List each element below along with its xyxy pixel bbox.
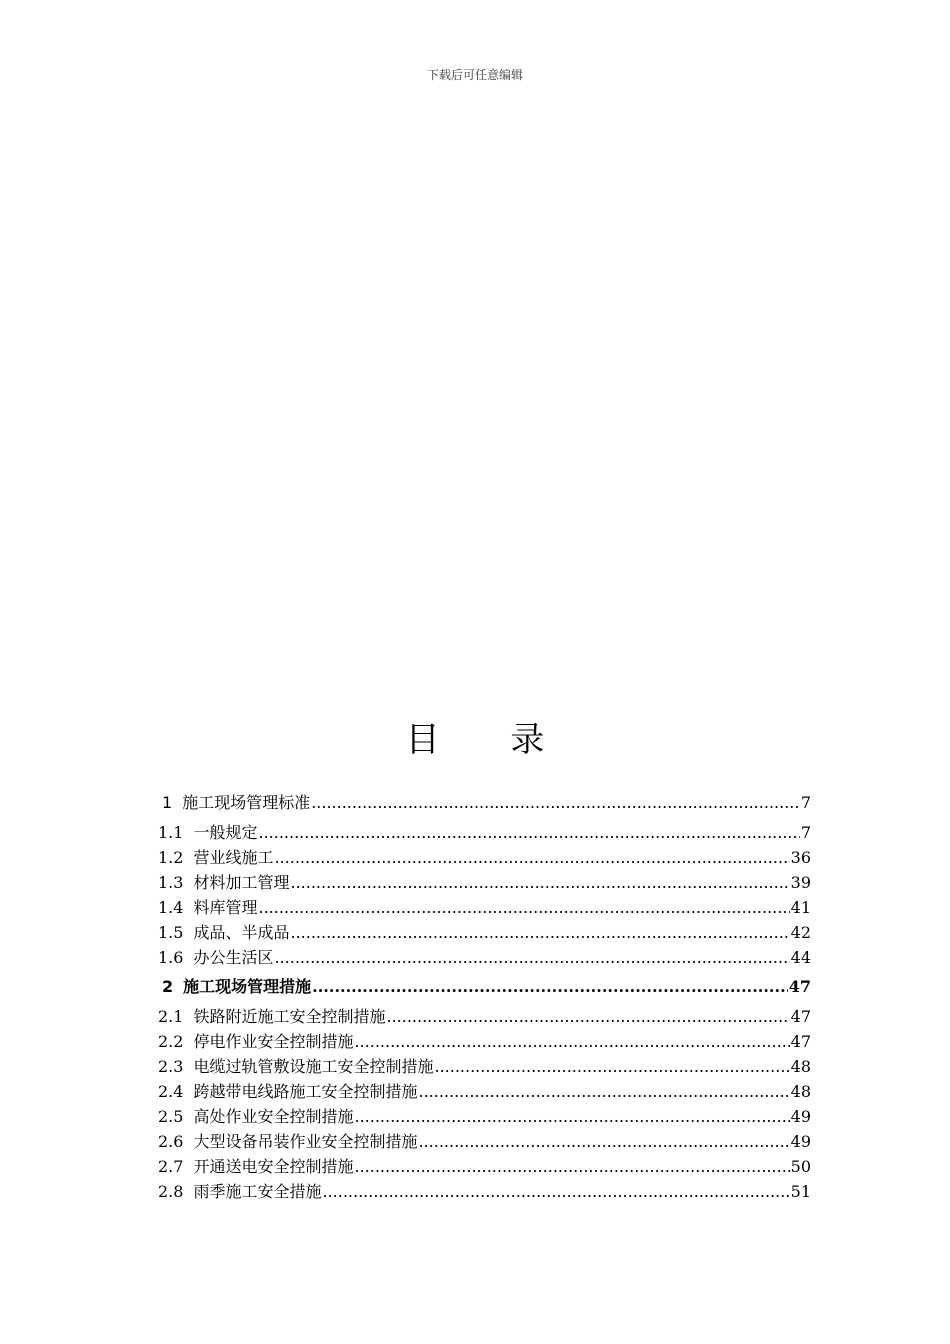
toc-entry-page: 36 (790, 848, 811, 867)
toc-entry-number: 2 (162, 977, 174, 996)
toc-dot-leader (274, 945, 789, 970)
toc-entry-number: 2.2 (158, 1032, 184, 1051)
toc-entry-page: 49 (790, 1107, 811, 1126)
toc-entry-page: 47 (788, 977, 811, 996)
toc-dot-leader (311, 790, 800, 815)
header-note: 下载后可任意编辑 (426, 68, 523, 82)
toc-section-entry[interactable] (158, 1004, 811, 1029)
toc-dot-leader (274, 845, 789, 870)
toc-chapter-entry[interactable] (158, 790, 811, 815)
toc-entry-page: 48 (790, 1082, 811, 1101)
toc-entry-label: 开通送电安全控制措施 (193, 1157, 354, 1176)
toc-entry-number: 2.4 (158, 1082, 184, 1101)
toc-dot-leader (418, 1129, 789, 1154)
toc-entry-number: 1.1 (158, 823, 184, 842)
toc-entry-label: 施工现场管理措施 (183, 977, 312, 996)
toc-entry-number: 1.2 (158, 848, 184, 867)
toc-entry-number: 2.1 (158, 1007, 184, 1026)
toc-title: 目 录 (405, 720, 575, 760)
toc-entry-page: 49 (790, 1132, 811, 1151)
toc-dot-leader (258, 895, 789, 920)
toc-entry-page: 44 (790, 948, 811, 967)
toc-entry-label: 电缆过轨管敷设施工安全控制措施 (193, 1057, 434, 1076)
toc-dot-leader (386, 1004, 789, 1029)
toc-chapter-entry[interactable] (158, 974, 811, 999)
toc-section-entry[interactable] (158, 1129, 811, 1154)
toc-section-entry[interactable] (158, 820, 811, 845)
toc-entry-label: 铁路附近施工安全控制措施 (193, 1007, 386, 1026)
toc-section-entry[interactable] (158, 1029, 811, 1054)
toc-entry-number: 2.8 (158, 1182, 184, 1201)
toc-entry-number: 2.7 (158, 1157, 184, 1176)
toc-entry-label: 施工现场管理标准 (182, 793, 311, 812)
toc-entry-label: 雨季施工安全措施 (193, 1182, 322, 1201)
toc-section-entry[interactable] (158, 1154, 811, 1179)
toc-section-entry[interactable] (158, 920, 811, 945)
toc-dot-leader (290, 920, 789, 945)
toc-entry-number: 2.5 (158, 1107, 184, 1126)
toc-entry-page: 42 (790, 923, 811, 942)
toc-entry-page: 51 (790, 1182, 811, 1201)
toc-entry-number: 1.4 (158, 898, 184, 917)
toc-entry-label: 跨越带电线路施工安全控制措施 (193, 1082, 418, 1101)
toc-section-entry[interactable] (158, 1054, 811, 1079)
toc-entry-label: 一般规定 (193, 823, 258, 842)
toc-entry-page: 48 (790, 1057, 811, 1076)
toc-section-entry[interactable] (158, 1104, 811, 1129)
toc-entry-label: 高处作业安全控制措施 (193, 1107, 354, 1126)
toc-dot-leader (434, 1054, 789, 1079)
toc-dot-leader (354, 1154, 789, 1179)
toc-entry-page: 41 (790, 898, 811, 917)
toc-entry-label: 材料加工管理 (193, 873, 290, 892)
toc-section-entry[interactable] (158, 895, 811, 920)
toc-entry-page: 47 (790, 1032, 811, 1051)
toc-entry-number: 1 (162, 793, 173, 812)
toc-entry-number: 2.3 (158, 1057, 184, 1076)
toc-dot-leader (312, 974, 788, 999)
toc-entry-page: 7 (800, 793, 811, 812)
toc-section-entry[interactable] (158, 845, 811, 870)
toc-section-entry[interactable] (158, 1179, 811, 1204)
toc-entry-page: 39 (790, 873, 811, 892)
toc-entry-label: 成品、半成品 (193, 923, 290, 942)
toc-entry-label: 大型设备吊装作业安全控制措施 (193, 1132, 418, 1151)
toc-entry-number: 1.3 (158, 873, 184, 892)
toc-dot-leader (258, 820, 799, 845)
toc-entry-page: 47 (790, 1007, 811, 1026)
toc-dot-leader (354, 1104, 789, 1129)
table-of-contents (158, 790, 811, 1204)
toc-entry-number: 1.5 (158, 923, 184, 942)
toc-entry-label: 料库管理 (193, 898, 258, 917)
toc-dot-leader (290, 870, 789, 895)
toc-entry-label: 停电作业安全控制措施 (193, 1032, 354, 1051)
toc-entry-page: 7 (800, 823, 811, 842)
toc-entry-label: 办公生活区 (193, 948, 274, 967)
toc-dot-leader (418, 1079, 789, 1104)
toc-entry-label: 营业线施工 (193, 848, 274, 867)
toc-dot-leader (354, 1029, 789, 1054)
toc-entry-number: 1.6 (158, 948, 184, 967)
toc-section-entry[interactable] (158, 1079, 811, 1104)
toc-dot-leader (322, 1179, 789, 1204)
toc-entry-number: 2.6 (158, 1132, 184, 1151)
toc-section-entry[interactable] (158, 870, 811, 895)
toc-entry-page: 50 (790, 1157, 811, 1176)
toc-section-entry[interactable] (158, 945, 811, 970)
